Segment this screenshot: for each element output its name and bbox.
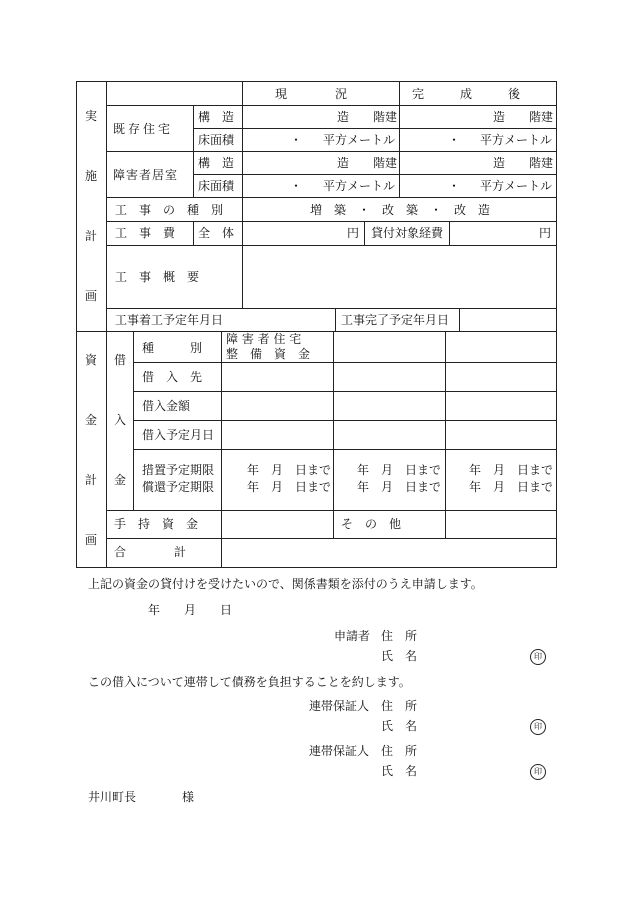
structure-label: 構 造	[198, 110, 235, 124]
applicant-label: 申請者	[334, 629, 371, 643]
loan-side-char: 金	[114, 473, 127, 487]
period-value: 年 月 日まで	[469, 480, 554, 494]
addressee-label: 井川町長	[88, 790, 137, 804]
existing-house-label: 既存住宅	[113, 122, 174, 136]
floor-area-dot: ・	[448, 133, 461, 147]
period-value: 年 月 日まで	[247, 463, 332, 477]
own-funds-label: 手 持 資 金	[114, 517, 199, 531]
floor-area-unit: 平方メートル	[480, 179, 553, 193]
seal-mark: 印	[530, 649, 546, 665]
structure-after: 造 階建	[493, 110, 554, 124]
work-cost-total-label: 全 体	[198, 226, 235, 240]
structure-after: 造 階建	[493, 156, 554, 170]
address-label: 住 所	[381, 744, 418, 758]
floor-area-label: 床面積	[198, 133, 235, 147]
structure-current: 造 階建	[337, 110, 398, 124]
loan-date-label: 借入予定月日	[142, 428, 215, 442]
total-label: 合 計	[114, 545, 187, 559]
funds-side-char: 画	[85, 533, 98, 547]
name-label: 氏 名	[381, 649, 418, 663]
funds-side-char: 資	[85, 353, 98, 367]
address-label: 住 所	[381, 629, 418, 643]
kind-label: 種 別	[142, 341, 203, 355]
name-label: 氏 名	[381, 764, 418, 778]
plan-side-char: 実	[85, 109, 98, 123]
floor-area-unit: 平方メートル	[323, 133, 396, 147]
floor-area-unit: 平方メートル	[323, 179, 396, 193]
kind-col1-line1: 障 害 者 住 宅	[226, 332, 302, 346]
floor-area-unit: 平方メートル	[480, 133, 553, 147]
floor-area-dot: ・	[448, 179, 461, 193]
period-value: 年 月 日まで	[247, 480, 332, 494]
period-value: 年 月 日まで	[469, 463, 554, 477]
eligible-cost-label: 貸付対象経費	[371, 226, 444, 240]
end-date-label: 工事完了予定年月日	[341, 313, 450, 327]
address-label: 住 所	[381, 699, 418, 713]
period-value: 年 月 日まで	[357, 463, 442, 477]
yen-unit: 円	[347, 226, 360, 240]
application-statement: 上記の資金の貸付けを受けたいので、関係書類を添付のうえ申請します。	[88, 577, 483, 591]
guarantor-label: 連帯保証人	[309, 744, 370, 758]
header-completed: 完 成 後	[412, 87, 521, 101]
loan-side-char: 入	[114, 413, 127, 427]
period-value: 年 月 日まで	[357, 480, 442, 494]
funds-side-char: 計	[85, 473, 98, 487]
measure-period-label: 措置予定期限	[142, 463, 215, 477]
plan-side-char: 画	[85, 289, 98, 303]
work-type-label: 工 事 の 種 別	[115, 203, 224, 217]
application-date: 年 月 日	[148, 603, 233, 617]
floor-area-dot: ・	[290, 179, 303, 193]
floor-area-label: 床面積	[198, 179, 235, 193]
header-current: 現 況	[275, 87, 348, 101]
disabled-room-label: 障害者居室	[113, 168, 179, 182]
structure-label: 構 造	[198, 156, 235, 170]
funds-side-char: 金	[85, 413, 98, 427]
guarantee-statement: この借入について連帯して債務を負担することを約します。	[88, 675, 411, 689]
loan-side-char: 借	[114, 353, 127, 367]
guarantor-label: 連帯保証人	[309, 699, 370, 713]
work-cost-label: 工 事 費	[115, 226, 176, 240]
amount-label: 借入金額	[142, 399, 191, 413]
repay-period-label: 償還予定期限	[142, 480, 215, 494]
plan-side-char: 計	[85, 229, 98, 243]
start-date-label: 工事着工予定年月日	[115, 313, 224, 327]
kind-col1-line2: 整 備 資 金	[226, 347, 311, 361]
name-label: 氏 名	[381, 719, 418, 733]
plan-side-char: 施	[85, 169, 98, 183]
yen-unit: 円	[539, 226, 552, 240]
floor-area-dot: ・	[290, 133, 303, 147]
lender-label: 借 入 先	[142, 370, 203, 384]
honorific-label: 様	[182, 790, 195, 804]
other-label: そ の 他	[341, 517, 402, 531]
work-type-value: 増 築 ・ 改 築 ・ 改 造	[310, 203, 491, 217]
seal-mark: 印	[530, 764, 546, 780]
seal-mark: 印	[530, 719, 546, 735]
structure-current: 造 階建	[337, 156, 398, 170]
work-summary-label: 工 事 概 要	[115, 270, 200, 284]
